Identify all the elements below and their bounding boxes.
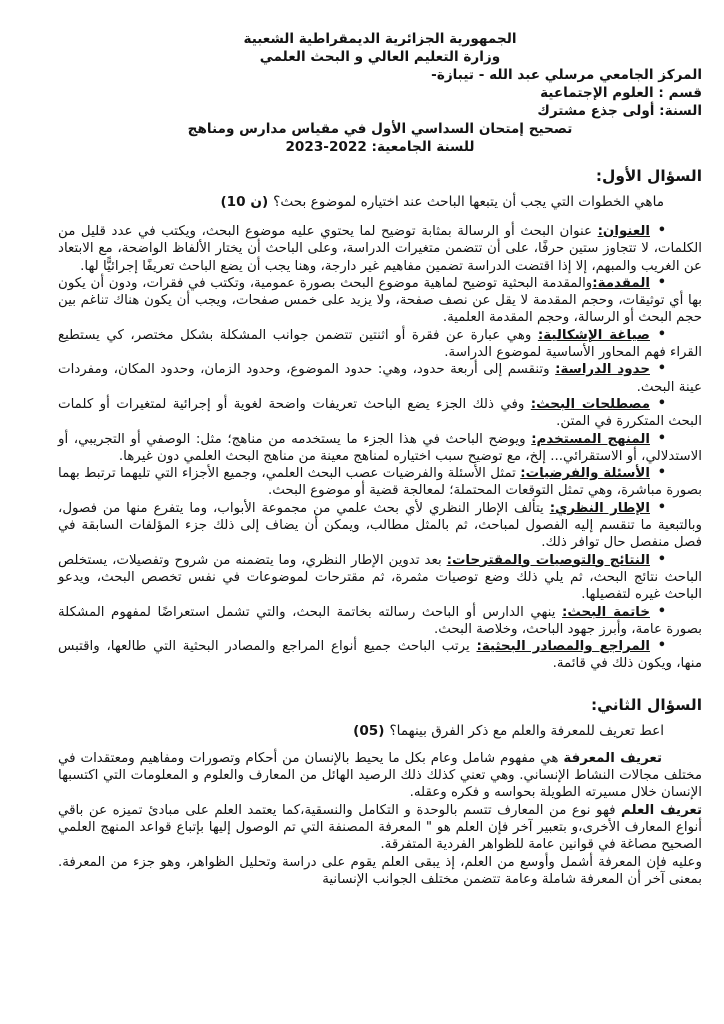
step-term: مصطلحات البحث: bbox=[530, 396, 650, 412]
step-term: خاتمة البحث: bbox=[561, 604, 650, 620]
step-term: حدود الدراسة: bbox=[555, 362, 650, 378]
step-term: المنهج المستخدم: bbox=[531, 431, 650, 447]
bullet-icon: • bbox=[657, 430, 666, 446]
bullet-icon: • bbox=[657, 499, 666, 515]
header-university-center: المركز الجامعي مرسلي عبد الله - تيبازة- bbox=[431, 67, 702, 83]
step-body: يتألف الإطار النظري لأي بحث علمي من مجموعة الأبواب، وما يتفرع منها من فصول، وبالتبعية ما تنقسم إليه الفصول لمباحث، ثم بالمثل مطالب، ويمكن أن يضاف إلى ذلك جزء المؤلفات السابقة في فصل منفصل حال توافر ذلك. bbox=[58, 500, 702, 551]
question-2-points: (05) bbox=[353, 722, 385, 739]
step-body: تمثل الأسئلة والفرضيات عصب البحث العلمي، وجميع الأجزاء التي تليهما ترتبط بهما بصورة مباشرة، وهي تمثل التوقعات المحتملة؛ لمعالجة قضية أو موضوع البحث. bbox=[58, 466, 702, 499]
bullet-icon: • bbox=[657, 638, 666, 654]
list-item bbox=[58, 361, 702, 396]
question-1-heading: السؤال الأول: bbox=[595, 167, 702, 185]
header-academic-year: للسنة الجامعية: 2022‏-‏2023 bbox=[285, 139, 475, 155]
bullet-icon: • bbox=[657, 551, 666, 567]
bullet-icon: • bbox=[657, 603, 666, 619]
step-term: المقدمة: bbox=[592, 275, 650, 291]
paragraph-body: فهو نوع من المعارف تتسم بالوحدة و التكامل والنسقية،كما يعتمد العلم على مبادئ تميزه عن باقي أنواع المعارف الأخرى،و بتعبير آخر فإن العلم هو " المعرفة المصنفة التي تم الوصول إليها بإتباع قواعد المنهج العلمي الصحيح مصاغة في قوانين عامة للظواهر الفردية المتفرقة. bbox=[58, 802, 702, 853]
bullet-icon: • bbox=[657, 465, 666, 481]
answer-paragraphs bbox=[58, 750, 702, 888]
question-2-heading: السؤال الثاني: bbox=[591, 695, 702, 714]
step-body: ينهي الدارس أو الباحث رسالته بخاتمة البحث، والتي تشمل استعراضًا لمفهوم المشكلة بصورة عامة، وأبرز جهود الباحث، وخلاصة البحث. bbox=[58, 604, 702, 637]
step-term: المراجع والمصادر البحثية: bbox=[476, 639, 650, 655]
list-item bbox=[58, 604, 702, 639]
bullet-icon: • bbox=[657, 223, 666, 238]
step-body: بعد تدوين الإطار النظري، وما يتضمنه من شروح وتفصيلات، يستخلص الباحث نتائج البحث، ثم يلي ذلك وضع توصيات مثمرة، ثم مقترحات لموضوعات في نفس تخصص البحث، ويدعو الباحث غيره لتفصيلها. bbox=[58, 552, 702, 603]
bullet-icon: • bbox=[657, 274, 666, 290]
step-term: الأسئلة والفرضيات: bbox=[520, 466, 650, 482]
question-1-points: (10 ن) bbox=[220, 194, 269, 210]
list-item bbox=[58, 275, 702, 327]
question-2-text bbox=[58, 722, 664, 740]
step-body: وهي عبارة عن فقرة أو اثنتين تتضمن جوانب المشكلة بشكل مختصر، كي يستطيع القراء فهم المحاور الأساسية لموضوع الدراسة. bbox=[58, 327, 702, 361]
header-republic: الجمهورية الجزائرية الديمقراطية الشعبية bbox=[243, 31, 517, 47]
list-item bbox=[58, 327, 702, 362]
question-2-section bbox=[58, 695, 702, 888]
definition-knowledge-paragraph bbox=[58, 750, 702, 802]
step-body: والمقدمة البحثية توضيح لماهية موضوع البحث بصورة عمومية، وتكتب في فقرات، ودون أن يكون بها أي توثيقات، وحجم المقدمة لا يقل عن نصف صفحة، ولا يزيد على خمس صفحات، ويجب أن يكون هناك تناغم بين حجم البحث أو الرسالة، وحجم المقدمة العلمية. bbox=[58, 275, 702, 326]
step-body: وفي ذلك الجزء يضع الباحث تعريفات واضحة لغوية أو إجرائية لمتغيرات أو كلمات البحث المتكررة في المتن. bbox=[58, 396, 702, 430]
question-2-wording: اعط تعريف للمعرفة والعلم مع ذكر الفرق بينهما؟ bbox=[389, 722, 664, 739]
list-item bbox=[58, 638, 702, 673]
paragraph-body: هي مفهوم شامل وعام بكل ما يحيط بالإنسان من أحكام وتصورات ومفاهيم ومعتقدات في مختلف مجالات النشاط الإنساني. وهي تعني كذلك ذلك الرصيد الهائل من المعارف والعلوم و المعلومات التي اكتسبها الإنسان خلال مسيرته الطويلة بحواسه و فكره وعقله. bbox=[58, 750, 702, 801]
page-title: تصحيح إمتحان السداسي الأول في مقياس مدارس ومناهج bbox=[187, 121, 573, 137]
bullet-icon: • bbox=[657, 361, 666, 377]
difference-paragraph bbox=[58, 854, 702, 889]
list-item bbox=[58, 223, 702, 275]
list-item bbox=[58, 465, 702, 500]
research-steps-list bbox=[58, 223, 702, 673]
step-body: ويوضح الباحث في هذا الجزء ما يستخدمه من مناهج؛ مثل: الوصفي أو التجريبي، أو الاستدلالي، أو الاستقرائي... إلخ، مع توضيح سبب اختياره لمناهج معينة من مناهج البحث العلمي دون غيرها. bbox=[58, 431, 702, 464]
header-ministry: وزارة التعليم العالي و البحث العلمي bbox=[259, 49, 501, 65]
bullet-icon: • bbox=[657, 395, 666, 411]
question-1-text bbox=[58, 193, 664, 211]
paragraph-body: وعليه فإن المعرفة أشمل وأوسع من العلم، إذ يبقى العلم يقوم على دراسة وتحليل الظواهر، وهو جزء من المعرفة. بمعنى آخر أن المعرفة شاملة وعامة تتضمن مختلف الجوانب الإنسانية bbox=[58, 854, 702, 887]
step-term: صياغة الإشكالية: bbox=[537, 327, 650, 343]
list-item bbox=[58, 500, 702, 552]
step-term: العنوان: bbox=[597, 224, 650, 239]
step-term: الإطار النظري: bbox=[549, 500, 650, 516]
header-year-level: السنة: أولى جذع مشترك bbox=[537, 103, 702, 119]
list-item bbox=[58, 431, 702, 466]
question-1-wording: ماهي الخطوات التي يجب أن يتبعها الباحث عند اختياره لموضوع بحث؟ bbox=[273, 194, 664, 210]
step-body: وتنقسم إلى أربعة حدود، وهي: حدود الموضوع، وحدود الزمان، وحدود المكان، ومفردات عينة البحث. bbox=[58, 362, 702, 395]
step-body: يرتب الباحث جميع أنواع المراجع والمصادر البحثية التي طالعها، واقتبس منها، ويكون ذلك في قائمة. bbox=[58, 639, 702, 672]
step-term: النتائج والتوصيات والمقترحات: bbox=[446, 552, 650, 568]
paragraph-lead: تعريف العلم bbox=[621, 802, 702, 818]
step-body: عنوان البحث أو الرسالة بمثابة توضيح لما يحتوي عليه موضوع البحث، ويكتب في عدد قليل من الكلمات، لا تتجاوز ستين حرفًا، على أن تتضمن متغيرات الدراسة، وعلى الباحث أن يختار الألفاظ الواضحة، مع الابتعاد عن الغريب والمبهم، إلا إذا اقتضت الدراسة تضمين مفاهيم غير دارجة، وهنا يجب أن يضع الباحث تعريفًا إجرائيًّا لها. bbox=[58, 224, 702, 274]
list-item bbox=[58, 396, 702, 431]
exam-header bbox=[58, 30, 702, 156]
header-department: قسم : العلوم الإجتماعية bbox=[540, 85, 702, 101]
list-item bbox=[58, 552, 702, 604]
bullet-icon: • bbox=[657, 326, 666, 342]
definition-science-paragraph bbox=[58, 802, 702, 854]
question-1-section bbox=[58, 166, 702, 673]
paragraph-lead: تعريف المعرفة bbox=[563, 750, 662, 766]
